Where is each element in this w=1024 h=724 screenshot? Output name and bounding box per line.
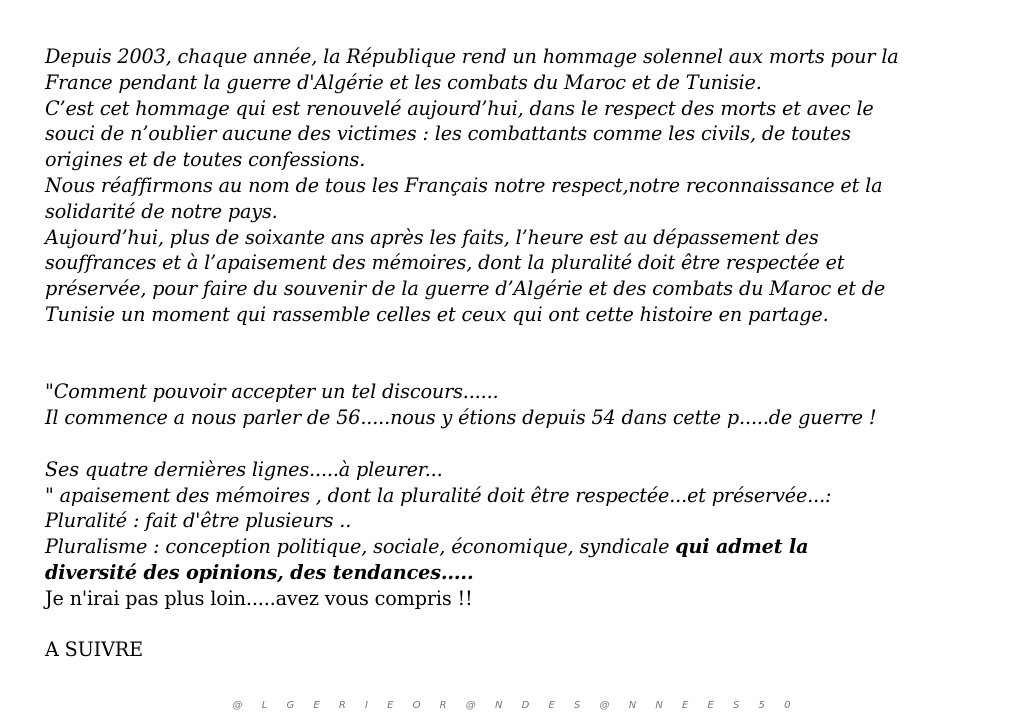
line-gap — [45, 431, 995, 457]
speech-line: Aujourd’hui, plus de soixante ans après les faits, l’heure est au dépassement des — [45, 225, 819, 249]
emphasis-text: qui admet la — [675, 535, 809, 559]
comment-text: Comment pouvoir accepter un tel discours...... — [53, 380, 499, 404]
speech-line: préservée, pour faire du souvenir de la guerre d’Algérie et des combats du Maroc et de — [45, 277, 886, 301]
comment-opening-line — [45, 379, 995, 405]
document-body — [45, 44, 995, 663]
speech-line: Nous réaffirmons au nom de tous les Français notre respect,notre reconnaissance et la — [45, 173, 883, 197]
quote-mark: " — [45, 380, 54, 404]
comment-line: Ses quatre dernières lignes.....à pleurer... — [45, 457, 443, 481]
closing-line: Je n'irai pas plus loin.....avez vous compris !! — [45, 586, 473, 610]
to-be-continued: A SUIVRE — [45, 638, 143, 662]
comment-line: Pluralité : fait d'être plusieurs .. — [45, 509, 352, 533]
speech-line: solidarité de notre pays. — [45, 199, 278, 223]
speech-line: C’est cet hommage qui est renouvelé aujourd’hui, dans le respect des morts et avec le — [45, 96, 874, 120]
line-gap — [45, 612, 995, 638]
comment-text: Pluralisme : conception politique, sociale, économique, syndicale — [45, 535, 676, 559]
comment-line: " apaisement des mémoires , dont la pluralité doit être respectée...et préservée...: — [45, 483, 832, 507]
comment-line: Il commence a nous parler de 56.....nous y étions depuis 54 dans cette p.....de guerre ! — [45, 406, 877, 430]
speech-line: origines et de toutes confessions. — [45, 148, 366, 172]
paragraph-gap — [45, 328, 995, 380]
pluralism-definition-line — [45, 534, 995, 560]
site-footer-signature: @ L G E R I E O R @ N D E S @ N N E E S 5 0 — [232, 700, 792, 711]
speech-line: France pendant la guerre d'Algérie et les combats du Maroc et de Tunisie. — [45, 70, 762, 94]
author-comment — [45, 379, 995, 663]
emphasis-line: diversité des opinions, des tendances..... — [45, 560, 474, 584]
speech-line: Depuis 2003, chaque année, la République rend un hommage solennel aux morts pour la — [45, 45, 899, 68]
speech-excerpt — [45, 44, 995, 328]
speech-line: Tunisie un moment qui rassemble celles et ceux qui ont cette histoire en partage. — [45, 302, 829, 326]
speech-line: souffrances et à l’apaisement des mémoires, dont la pluralité doit être respectée et — [45, 251, 845, 275]
speech-line: souci de n’oublier aucune des victimes : les combattants comme les civils, de toutes — [45, 122, 851, 146]
